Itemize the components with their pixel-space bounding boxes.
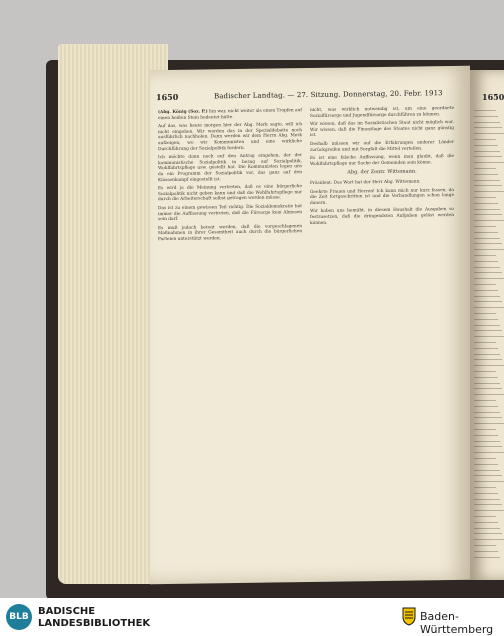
text-line (474, 290, 498, 291)
text-line (474, 151, 500, 152)
text-line (474, 156, 502, 157)
paragraph: Das ist zu einem gewissen Teil richtig. Die Sozialdemokratie hat immer die Auffassung vertreten, daß die Fürsorge kein Almosen sein darf. (158, 204, 302, 223)
text-line (474, 330, 502, 331)
paragraph: Ich möchte dann noch auf den Antrag eingehen, der der kommunistische Sozialpolitik in bezug auf Sozialpolitik, Wohlfahrtspflege usw. gestellt hat. Die Kommunisten legen uns da ein Programm der Sozialpolitik vor, das ganz auf den Klassenkampf eingestellt ist. (158, 153, 302, 183)
text-line (474, 446, 502, 447)
text-line (474, 417, 502, 418)
text-line (474, 406, 498, 407)
text-column-left (158, 108, 302, 245)
text-line (474, 214, 502, 215)
paragraph: Wir wissen, daß das im Sozialistischen Staat nicht möglich war. Wir wissen, daß die Finanzlage des Staates nicht ganz günstig ist. (310, 120, 454, 139)
paragraph: (Abg. König (Soz. P.) hin war, nicht weiter als einen Tropfen auf einen heißen Stein bedeutet hätte. (158, 108, 302, 121)
text-line (474, 435, 498, 436)
left-page (150, 66, 470, 584)
text-line (474, 168, 496, 169)
text-line (474, 174, 498, 175)
text-line (474, 278, 504, 279)
text-line (474, 307, 504, 308)
text-line (474, 139, 496, 140)
text-line (474, 499, 500, 500)
running-head: Badischer Landtag. — 27. Sitzung. Donnerstag, 20. Febr. 1913 (214, 89, 443, 101)
text-line (474, 412, 500, 413)
paragraph: Es ist eine falsche Auffassung, wenn man glaubt, daß die Wohlfahrtspflege nur Sache der Gemeinden sein könne. (310, 154, 454, 167)
paragraph: Präsident: Das Wort hat der Herr Abg. Wittemann. (310, 179, 421, 186)
blb-logo-icon[interactable]: BLB (6, 604, 32, 630)
page-header (156, 88, 466, 106)
text-line (474, 197, 496, 198)
text-line (474, 441, 500, 442)
page-number: 1650 (156, 91, 179, 103)
text-line (474, 504, 502, 505)
text-line (474, 475, 502, 476)
text-line (474, 232, 498, 233)
paragraph: Deshalb müssen wir auf die Erfahrungen anderer Länder zurückgreifen und mit Sorgfalt die Mittel verteilen. (310, 139, 454, 153)
text-column-right (310, 106, 454, 229)
right-page (470, 70, 504, 580)
text-line (474, 342, 496, 343)
text-line (474, 243, 502, 244)
text-line (474, 272, 502, 273)
text-line (474, 284, 496, 285)
text-line (474, 452, 504, 453)
text-line (474, 301, 502, 302)
text-line (474, 261, 498, 262)
section-heading: Abg. der Zentr. Wittemann. (347, 168, 417, 176)
library-name[interactable]: BADISCHE LANDESBIBLIOTHEK (38, 606, 151, 629)
text-line (474, 354, 500, 355)
text-line (474, 313, 496, 314)
text-line (474, 377, 498, 378)
text-line (474, 481, 504, 482)
text-line (474, 162, 504, 163)
paragraph: Es wird ja die Meinung vertreten, daß es eine bürgerliche Sozialpolitik nicht geben kann und daß die Wohlfahrtspflege nur durch die Arbeiterschaft selbst getragen werden müsse. (158, 184, 302, 203)
text-line (474, 464, 498, 465)
text-line (474, 226, 496, 227)
paragraph: Wir haben uns bemüht, in diesem Haushalt die Ausgaben so festzusetzen, daß die dringendsten Aufgaben gelöst werden können. (310, 207, 454, 226)
text-line (474, 487, 496, 488)
text-line (474, 319, 498, 320)
text-line (474, 522, 498, 523)
text-line (474, 110, 496, 111)
text-line (474, 209, 500, 210)
text-line (474, 116, 498, 117)
text-line (474, 365, 504, 366)
text-line (474, 394, 504, 395)
text-line (474, 249, 504, 250)
text-line (474, 255, 496, 256)
page-number-right: 1650 (482, 92, 504, 102)
text-line (474, 185, 502, 186)
text-line (474, 220, 504, 221)
text-line (474, 336, 504, 337)
text-line (474, 510, 504, 511)
text-line (474, 127, 502, 128)
footer-bar (0, 598, 504, 636)
text-line (474, 400, 496, 401)
text-line (474, 267, 500, 268)
text-line (474, 533, 502, 534)
text-line (474, 539, 504, 540)
text-line (474, 238, 500, 239)
state-name[interactable]: Baden-Württemberg (420, 610, 494, 636)
text-line (474, 429, 496, 430)
paragraph: nicht, was wirklich notwendig ist, um eine geordnete Sozialfürsorge und Jugendfürsorge durchführen zu können. (310, 105, 454, 119)
text-line (474, 528, 500, 529)
text-line (474, 371, 496, 372)
text-line (474, 423, 504, 424)
text-line (474, 470, 500, 471)
text-line (474, 557, 500, 558)
paragraph: Geehrte Frauen und Herren! Ich kann mich nur kurz fassen, da die Zeit fortgeschritten ist und die Verhandlungen schon lange dauern. (310, 187, 454, 206)
text-line (474, 516, 496, 517)
paragraph: Es muß jedoch betont werden, daß die vorgeschlagenen Maßnahmen in ihrer Gesamtheit auch durch die bürgerlichen Parteien unterstützt werden. (158, 223, 302, 242)
text-line (474, 145, 498, 146)
text-line (474, 348, 498, 349)
text-line (474, 180, 500, 181)
paragraph: Auf das, was heute morgen hier der Abg. Merk sagte, will ich nicht eingehen. Wir werden das in der Spezialdebatte noch ausführlich nachholen. Dann werden wir dem Herrn Abg. Merk aufzeigen, wo wir Kommunisten und eine wirkliche Durchführung der Sozialpolitik fordern. (158, 122, 302, 152)
text-line (474, 122, 500, 123)
text-line (474, 383, 500, 384)
baden-wuerttemberg-crest-icon (402, 606, 416, 626)
text-line (474, 551, 498, 552)
text-line (474, 359, 502, 360)
text-line (474, 545, 496, 546)
text-line (474, 325, 500, 326)
text-line (474, 493, 498, 494)
text-line (474, 458, 496, 459)
text-line (474, 203, 498, 204)
text-line (474, 191, 504, 192)
text-line (474, 296, 500, 297)
text-line (474, 133, 504, 134)
text-line (474, 388, 502, 389)
